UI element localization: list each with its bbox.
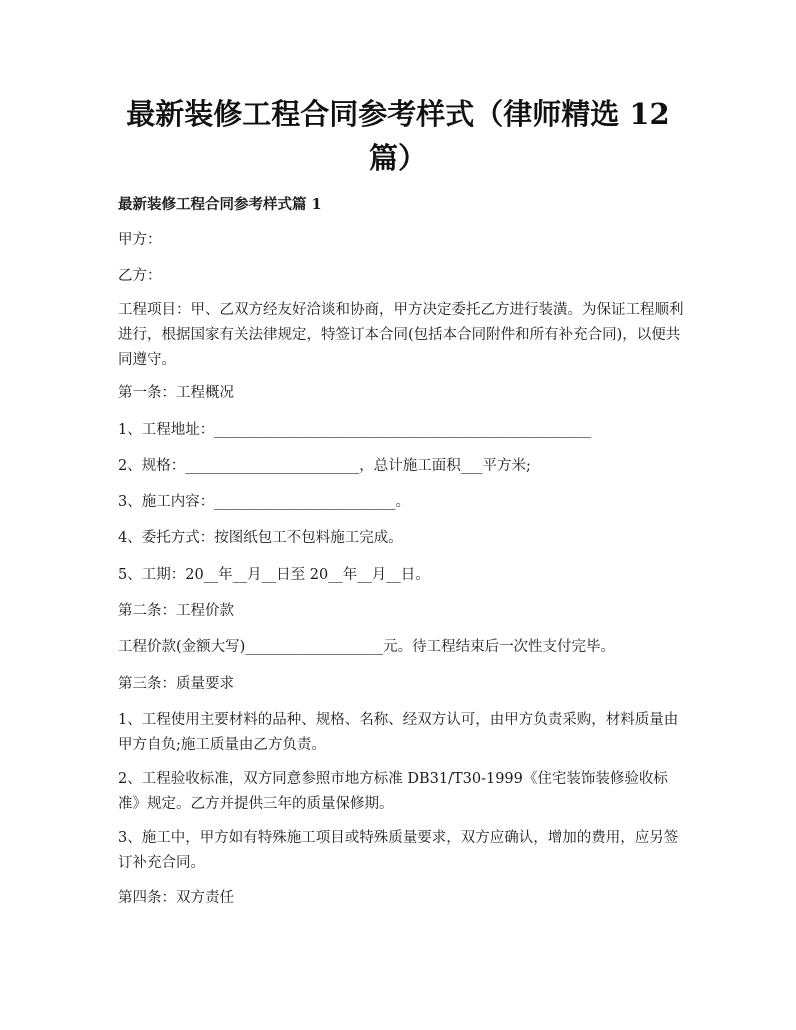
project-paragraph: 工程项目：甲、乙双方经友好洽谈和协商，甲方决定委托乙方进行装潢。为保证工程顺利进行，根据国家有关法律规定，特签订本合同(包括本合同附件和所有补充合同)，以便共同遵守。 [118,302,684,368]
quality-clause-3: 3、施工中，甲方如有特殊施工项目或特殊质量要求，双方应确认，增加的费用，应另签订补充合同。 [118,830,679,871]
clause-period: 5、工期：20__年__月__日至 20__年__月__日。 [118,567,430,583]
quality-clause-1: 1、工程使用主要材料的品种、规格、名称、经双方认可，由甲方负责采购，材料质量由甲方自负;施工质量由乙方负责。 [118,712,679,753]
clause-address: 1、工程地址：____________________________________________________ [118,422,592,438]
article-2-heading: 第二条：工程价款 [118,603,234,619]
clause-content: 3、施工内容：_________________________。 [118,494,410,510]
party-a-line: 甲方： [118,232,162,248]
clause-spec: 2、规格：________________________，总计施工面积___平方米; [118,458,531,474]
article-4-heading: 第四条：双方责任 [118,890,234,906]
quality-clause-2: 2、工程验收标准，双方同意参照市地方标准 DB31/T30-1999《住宅装饰装修验收标准》规定。乙方并提供三年的质量保修期。 [118,771,668,812]
article-1-heading: 第一条：工程概况 [118,385,234,401]
party-b-line: 乙方： [118,268,162,284]
price-paragraph: 工程价款(金额大写)___________________元。待工程结束后一次性支付完毕。 [118,639,616,655]
document-title: 最新装修工程合同参考样式（律师精选 12 篇） [126,97,670,175]
article-3-heading: 第三条：质量要求 [118,676,234,692]
clause-method: 4、委托方式：按图纸包工不包料施工完成。 [118,530,403,546]
section-heading: 最新装修工程合同参考样式篇 1 [118,196,322,213]
